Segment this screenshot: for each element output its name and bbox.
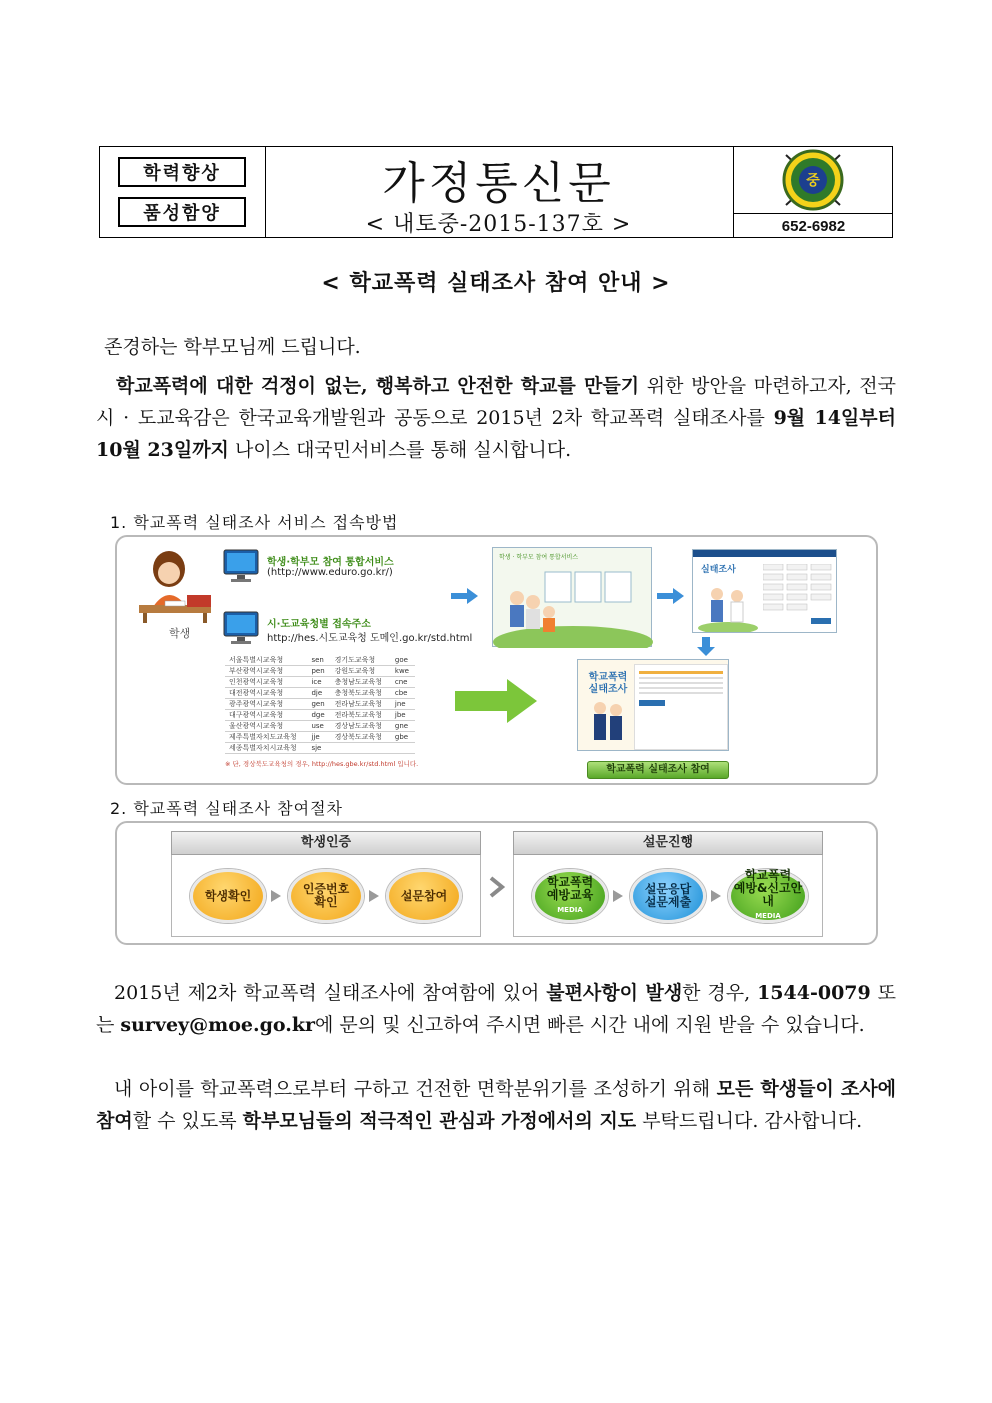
student-label: 학생 <box>169 627 191 640</box>
step-label-line1: 학교폭력 <box>546 874 594 889</box>
portal-title: 학생 · 학부모 참여 통합서비스 <box>499 554 579 561</box>
newsletter-title: 가정통신문 <box>382 158 615 209</box>
office-name-cell: 울산광역시교육청 <box>225 721 307 732</box>
office-code-row <box>225 743 415 754</box>
survey-main-title <box>588 672 628 696</box>
closing1-text-2: 한 경우, <box>682 982 758 1004</box>
office-code-cell: sje <box>307 743 330 754</box>
survey-login-screenshot <box>692 549 837 633</box>
office-code-cell: sen <box>307 655 330 666</box>
intro-text-2: 나이스 대국민서비스를 통해 실시합니다. <box>228 439 572 461</box>
step-label: 설문참여 <box>400 888 448 903</box>
monitor-icon <box>223 611 259 645</box>
office-name-cell: 충청남도교육청 <box>331 677 391 688</box>
student-illustration-icon <box>135 547 221 625</box>
office-code-row <box>225 710 415 721</box>
closing1-text-3: 또는 <box>96 982 896 1036</box>
step-verify-code <box>288 869 364 923</box>
step-label-line1: 인증번호 <box>302 882 350 896</box>
office-code-cell: jne <box>391 699 415 710</box>
closing2-bold-parents: 학부모님들의 적극적인 관심과 가정에서의 지도 <box>242 1110 637 1132</box>
section1-title: 1. 학교폭력 실태조사 서비스 접속방법 <box>110 513 399 532</box>
office-name-cell: 인천광역시교육청 <box>225 677 307 688</box>
office-code-cell: jje <box>307 732 330 743</box>
service1-name: 학생·학부모 참여 통합서비스 <box>267 557 394 568</box>
office-code-cell: gbe <box>391 732 415 743</box>
office-name-cell: 전라남도교육청 <box>331 699 391 710</box>
office-name-cell: 부산광역시교육청 <box>225 666 307 677</box>
motto-achievement: 학력향상 <box>118 157 246 187</box>
survey-progress-header: 설문진행 <box>513 831 823 855</box>
step-label-line2: 확인 <box>314 895 338 909</box>
survey-login-title: 실태조사 <box>701 565 736 575</box>
step-arrow-icon <box>711 890 721 902</box>
step-label-line2: 예방교육 <box>546 887 594 902</box>
office-name-cell: 광주광역시교육청 <box>225 699 307 710</box>
portal-screenshot <box>492 547 652 647</box>
intro-text-1: 위한 방안을 마련하고자, 전국 시 · 도교육감은 한국교육개발원과 공동으로 2015년 2차 학교폭력 실태조사를 <box>96 375 896 429</box>
closing1-text-4: 에 문의 및 신고하여 주시면 빠른 시간 내에 지원 받을 수 있습니다. <box>315 1014 865 1036</box>
survey-login-menu-icon <box>763 564 833 628</box>
office-name-cell: 전라북도교육청 <box>331 710 391 721</box>
step-label: 학생확인 <box>204 888 252 903</box>
office-code-table <box>225 655 415 754</box>
office-code-row <box>225 699 415 710</box>
closing1-bold-issue: 불편사항이 발생 <box>546 982 683 1004</box>
office-code-cell: gen <box>307 699 330 710</box>
section2-title: 2. 학교폭력 실태조사 참여절차 <box>110 799 343 818</box>
step-label-line1: 설문응답 <box>644 882 692 896</box>
office-code-cell: goe <box>391 655 415 666</box>
access-method-panel <box>115 535 878 785</box>
step-prevention-education <box>532 869 608 923</box>
intro-bold-dates: 9월 14일부터 10월 23일까지 <box>96 407 896 461</box>
step-prevention-report-guide <box>728 869 808 923</box>
step-survey-submit <box>630 869 706 923</box>
step-arrow-icon <box>271 890 281 902</box>
student-auth-header: 학생인증 <box>171 831 481 855</box>
issue-number: < 내토중-2015-137호 > <box>365 212 632 237</box>
participate-survey-button[interactable]: 학교폭력 실태조사 참여 <box>587 761 729 779</box>
student-auth-steps <box>171 855 481 937</box>
office-code-row <box>225 655 415 666</box>
participation-procedure-panel <box>115 821 878 945</box>
emblem-cell <box>734 147 893 213</box>
support-email[interactable]: survey@moe.go.kr <box>120 1014 315 1036</box>
office-code-cell: pen <box>307 666 330 677</box>
media-tag: MEDIA <box>557 905 583 914</box>
office-code-cell: cne <box>391 677 415 688</box>
arrow-right-icon <box>657 587 685 605</box>
office-name-cell <box>331 743 391 754</box>
step-survey-join <box>386 869 462 923</box>
closing1-text-1: 2015년 제2차 학교폭력 실태조사에 참여함에 있어 <box>114 982 547 1004</box>
media-tag: MEDIA <box>755 912 781 920</box>
office-code-row <box>225 677 415 688</box>
office-code-cell: gne <box>391 721 415 732</box>
arrow-down-icon <box>697 637 715 657</box>
survey-title-line2: 실태조사 <box>588 684 628 695</box>
motto-character: 품성함양 <box>118 197 246 227</box>
office-name-cell: 강원도교육청 <box>331 666 391 677</box>
office-name-cell: 제주특별자치도교육청 <box>225 732 307 743</box>
greeting: 존경하는 학부모님께 드립니다. <box>104 336 361 358</box>
closing2-text-2: 할 수 있도록 <box>132 1110 243 1132</box>
phone-number: 652-6982 <box>734 213 893 239</box>
office-code-cell: jbe <box>391 710 415 721</box>
office-name-cell: 대전광역시교육청 <box>225 688 307 699</box>
closing-paragraph-1 <box>96 977 896 1041</box>
step-label-line2: 설문제출 <box>644 895 692 909</box>
service2-name: 시·도교육청별 접속주소 <box>267 619 371 630</box>
office-code-cell: use <box>307 721 330 732</box>
gyeongbuk-note: ※ 단, 경상북도교육청의 경우, http://hes.gbe.kr/std.html 입니다. <box>225 760 419 768</box>
survey-main-content <box>634 664 728 750</box>
school-emblem-icon <box>734 147 893 213</box>
chevron-right-icon <box>487 875 507 899</box>
office-code-cell: cbe <box>391 688 415 699</box>
office-code-cell <box>391 743 415 754</box>
office-code-row <box>225 721 415 732</box>
motto-cell <box>100 147 266 237</box>
closing2-text-3: 부탁드립니다. 감사합니다. <box>636 1110 863 1132</box>
portal-illustration-icon <box>493 562 653 648</box>
office-name-cell: 경상남도교육청 <box>331 721 391 732</box>
service1-url[interactable]: (http://www.eduro.go.kr/) <box>267 567 393 578</box>
survey-login-illustration-icon <box>697 578 759 632</box>
newsletter-header <box>99 146 893 238</box>
step-label-line2: 예방&신고안내 <box>733 881 803 908</box>
closing2-bold-all-students: 모든 학생들이 조사에 참여 <box>96 1078 896 1132</box>
notice-heading: < 학교폭력 실태조사 참여 안내 > <box>321 271 671 296</box>
big-arrow-right-icon <box>455 677 539 725</box>
office-code-row <box>225 732 415 743</box>
office-code-cell: dje <box>307 688 330 699</box>
survey-main-screenshot <box>577 659 729 751</box>
office-name-cell: 경상북도교육청 <box>331 732 391 743</box>
monitor-icon <box>223 549 259 583</box>
office-name-cell: 대구광역시교육청 <box>225 710 307 721</box>
office-name-cell: 충청북도교육청 <box>331 688 391 699</box>
intro-bold-goal: 학교폭력에 대한 걱정이 없는, 행복하고 안전한 학교를 만들기 <box>116 375 640 397</box>
closing2-text-1: 내 아이를 학교폭력으로부터 구하고 건전한 면학분위기를 조성하기 위해 <box>114 1078 717 1100</box>
office-code-cell: ice <box>307 677 330 688</box>
office-name-cell: 서울특별시교육청 <box>225 655 307 666</box>
step-student-check <box>190 869 266 923</box>
step-arrow-icon <box>613 890 623 902</box>
office-name-cell: 경기도교육청 <box>331 655 391 666</box>
office-code-cell: dge <box>307 710 330 721</box>
service2-url[interactable]: http://hes.시도교육청 도메인.go.kr/std.html <box>267 633 473 644</box>
arrow-right-icon <box>451 587 479 605</box>
survey-progress-steps <box>513 855 823 937</box>
office-code-row <box>225 666 415 677</box>
office-code-cell: kwe <box>391 666 415 677</box>
step-arrow-icon <box>369 890 379 902</box>
step-label-line1: 학교폭력 <box>744 868 792 882</box>
helpline-number: 1544-0079 <box>757 982 871 1004</box>
emblem-text: 중 <box>806 173 820 189</box>
office-name-cell: 세종특별자치시교육청 <box>225 743 307 754</box>
survey-title-line1: 학교폭력 <box>588 672 628 683</box>
office-code-row <box>225 688 415 699</box>
survey-students-icon <box>586 700 630 748</box>
closing-paragraph-2 <box>96 1073 896 1137</box>
screenshot-topbar <box>693 550 836 557</box>
intro-paragraph <box>96 370 896 466</box>
